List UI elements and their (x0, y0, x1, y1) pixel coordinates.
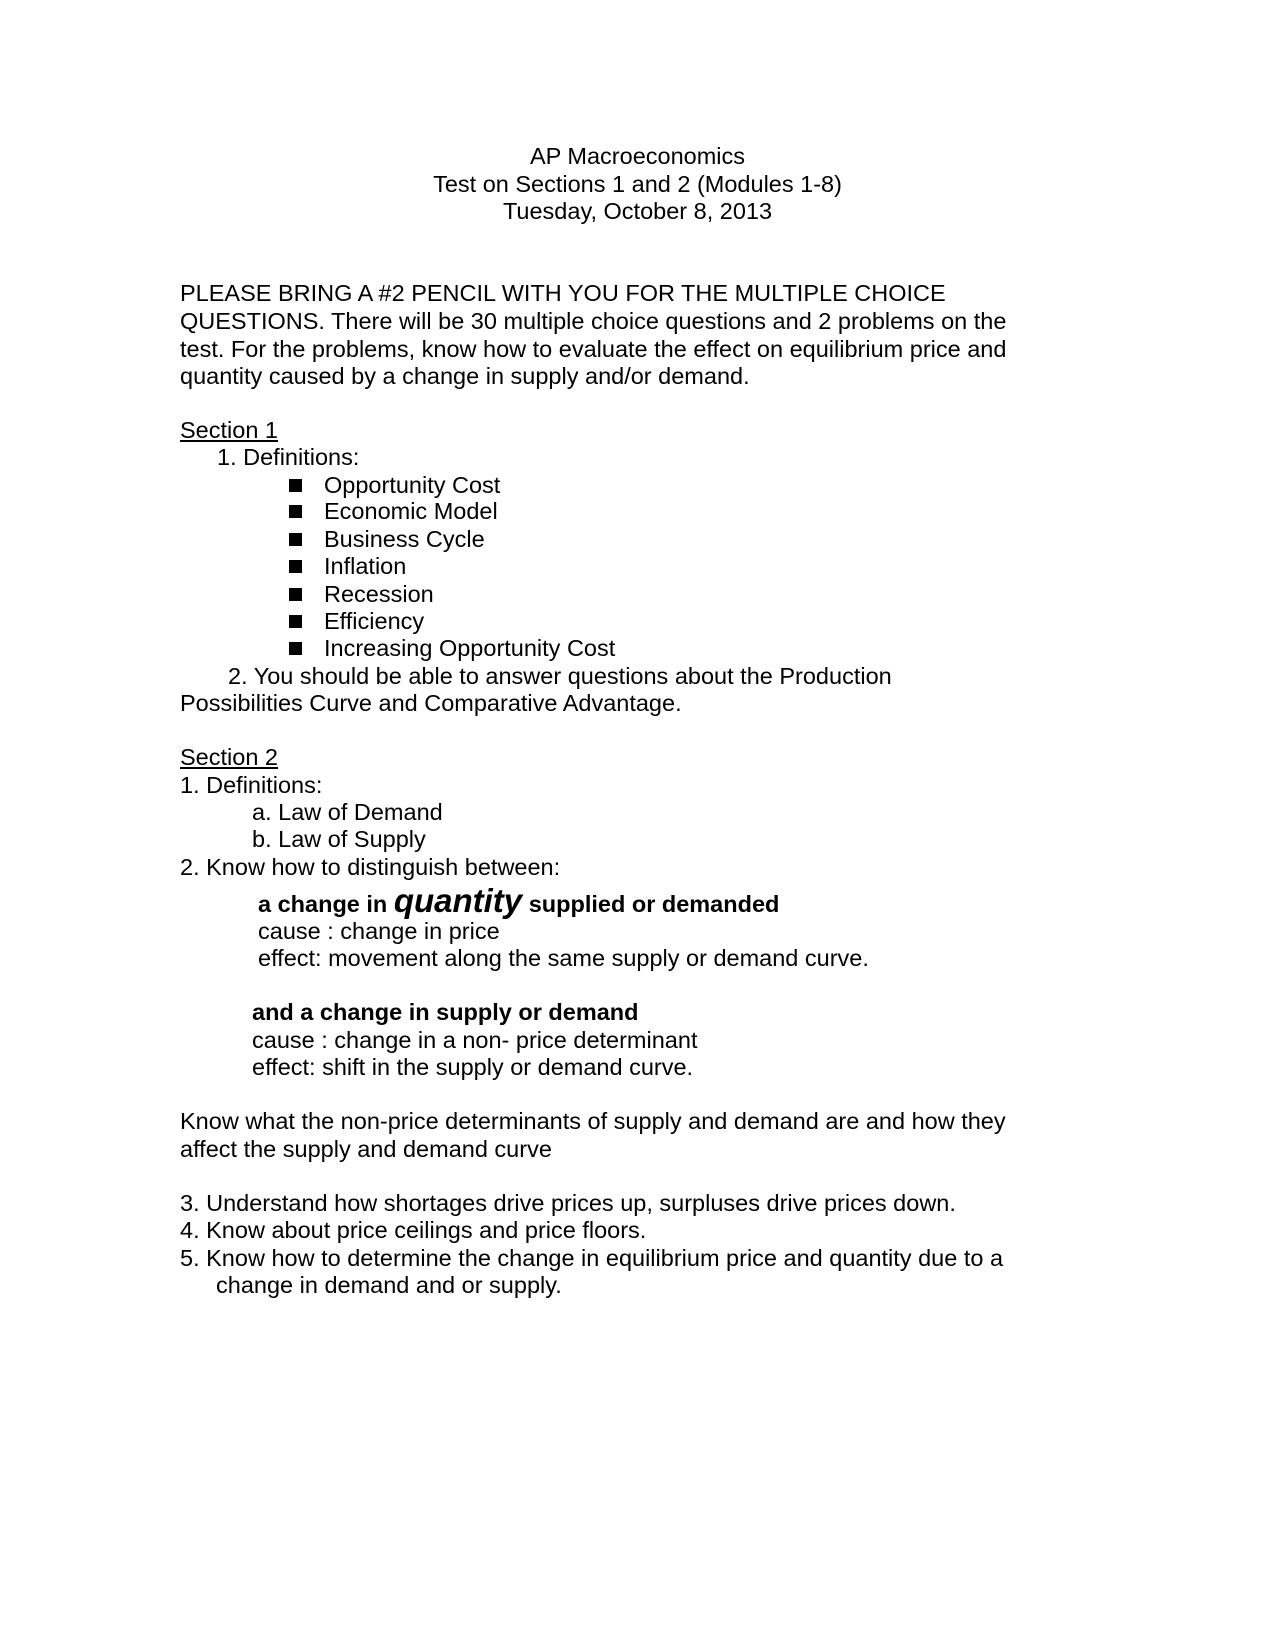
intro-line: test. For the problems, know how to evaluate the effect on equilibrium price and (180, 336, 1007, 362)
curve-change-heading: and a change in supply or demand (252, 999, 639, 1025)
section1-item1: 1. Definitions: (217, 444, 360, 470)
section2-item2: 2. Know how to distinguish between: (180, 854, 561, 880)
square-bullet-icon (289, 505, 302, 518)
quantity-change-effect: effect: movement along the same supply or demand curve. (258, 945, 869, 971)
definition-item: Economic Model (289, 497, 498, 525)
section2-item5: 5. Know how to determine the change in equilibrium price and quantity due to a (180, 1245, 1004, 1271)
square-bullet-icon (289, 615, 302, 628)
definition-item: Business Cycle (289, 525, 485, 553)
intro-line: quantity caused by a change in supply and/or demand. (180, 363, 750, 389)
square-bullet-icon (289, 560, 302, 573)
section2-item5-continued: change in demand and or supply. (216, 1272, 562, 1298)
section1-item2-continued: Possibilities Curve and Comparative Advantage. (180, 690, 682, 716)
curve-change-effect: effect: shift in the supply or demand curve. (252, 1054, 694, 1080)
definition-item: Efficiency (289, 607, 424, 635)
section1-item2: 2. You should be able to answer questions about the Production (228, 663, 892, 689)
square-bullet-icon (289, 479, 302, 492)
section2-item3: 3. Understand how shortages drive prices up, surpluses drive prices down. (180, 1190, 956, 1216)
document-title: AP Macroeconomics (529, 143, 746, 169)
definition-law-of-supply: b. Law of Supply (252, 826, 426, 852)
intro-line: PLEASE BRING A #2 PENCIL WITH YOU FOR THE MULTIPLE CHOICE (180, 280, 946, 306)
square-bullet-icon (289, 533, 302, 546)
curve-change-cause: cause : change in a non- price determinant (252, 1027, 698, 1053)
intro-line: QUESTIONS. There will be 30 multiple choice questions and 2 problems on the (180, 308, 1007, 334)
square-bullet-icon (289, 642, 302, 655)
section2-item1: 1. Definitions: (180, 772, 323, 798)
definition-item: Inflation (289, 552, 406, 580)
determinants-line: Know what the non-price determinants of supply and demand are and how they (180, 1108, 1006, 1134)
definition-item: Recession (289, 580, 434, 608)
quantity-change-heading: a change in quantity supplied or demanded (258, 882, 780, 919)
section2-item4: 4. Know about price ceilings and price floors. (180, 1217, 647, 1243)
definition-item: Increasing Opportunity Cost (289, 634, 615, 662)
quantity-emphasis: quantity (393, 882, 523, 919)
definition-item: Opportunity Cost (289, 471, 500, 499)
section1-heading: Section 1 (180, 417, 278, 443)
quantity-change-cause: cause : change in price (258, 918, 500, 944)
document-subtitle: Test on Sections 1 and 2 (Modules 1-8) (433, 171, 842, 197)
document-date: Tuesday, October 8, 2013 (502, 198, 773, 224)
definition-law-of-demand: a. Law of Demand (252, 799, 443, 825)
square-bullet-icon (289, 588, 302, 601)
section2-heading: Section 2 (180, 744, 278, 770)
determinants-line: affect the supply and demand curve (180, 1136, 552, 1162)
